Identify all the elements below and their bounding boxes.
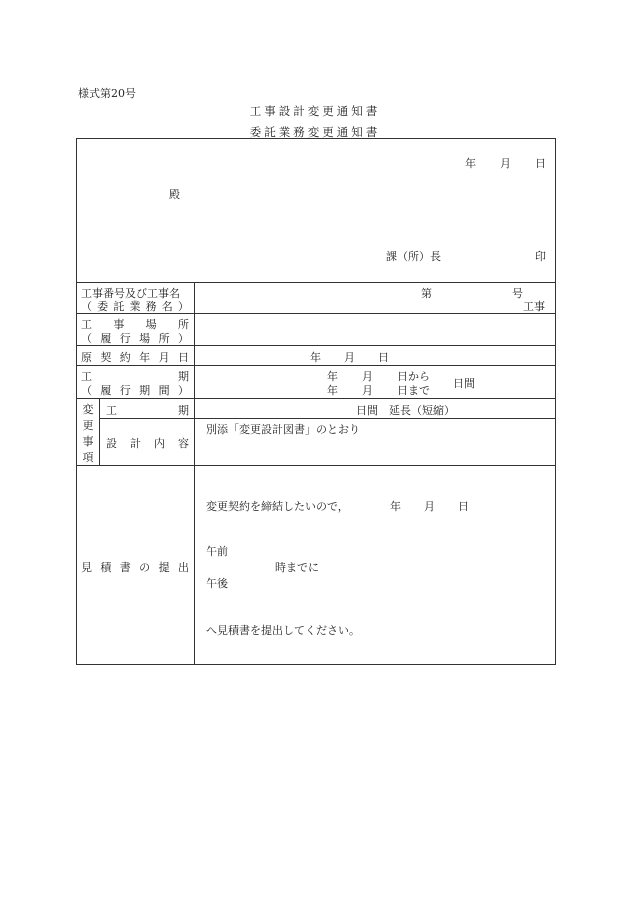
period-to-month: 月 [362, 384, 373, 397]
divider-period [76, 398, 556, 399]
date-month: 月 [500, 157, 511, 170]
contract-date-label: 原 契 約 年 月 日 [81, 351, 189, 364]
divider-change-period [99, 418, 556, 419]
estimate-month: 月 [424, 500, 435, 513]
period-from-day: 日から [397, 370, 430, 383]
column-divider-changes [99, 398, 100, 465]
divider-header [76, 282, 556, 283]
estimate-am: 午前 [206, 545, 228, 558]
project-number-prefix: 第 [421, 287, 432, 300]
estimate-time: 時までに [275, 561, 319, 574]
estimate-label: 見 積 書 の 提 出 [81, 561, 189, 574]
design-content-value: 別添「変更設計図書」のとおり [206, 423, 360, 436]
location-label: 工 事 場 所 [81, 318, 189, 331]
form-number: 様式第20号 [78, 87, 136, 100]
divider-changes [76, 465, 556, 466]
title-consignment-change: 委託業務変更通知書 [249, 125, 381, 139]
design-content-label: 設 計 内 容 [106, 437, 189, 450]
date-year: 年 [465, 157, 476, 170]
addressee-suffix: 殿 [169, 188, 180, 201]
project-number-suffix: 号 [512, 287, 523, 300]
issuer-title: 課（所）長 [386, 250, 441, 263]
change-period-label: 工 期 [106, 404, 189, 417]
date-day: 日 [535, 157, 546, 170]
changes-label: 変更事項 [82, 403, 94, 464]
period-to-day: 日まで [397, 384, 430, 397]
contract-year: 年 [310, 351, 321, 364]
title-construction-change: 工事設計変更通知書 [249, 104, 381, 118]
change-period-value: 日間 延長（短縮） [356, 404, 455, 417]
estimate-pm: 午後 [206, 577, 228, 590]
project-label: 工事番号及び工事名 [81, 287, 180, 300]
seal-mark: 印 [535, 250, 546, 263]
estimate-closing-text: へ見積書を提出してください。 [206, 624, 360, 637]
estimate-day: 日 [458, 500, 469, 513]
estimate-request-text: 変更契約を締結したいので， [206, 500, 349, 513]
contract-day: 日 [378, 351, 389, 364]
location-label-alt: （ 履 行 場 所 ） [81, 332, 189, 345]
estimate-year: 年 [390, 500, 401, 513]
period-label-alt: （ 履 行 期 間 ） [81, 384, 189, 397]
period-label: 工 期 [81, 370, 189, 383]
column-divider-main [194, 282, 195, 665]
period-to-year: 年 [327, 384, 338, 397]
project-label-alt: （ 委 託 業 務 名 ） [81, 300, 189, 313]
period-from-year: 年 [327, 370, 338, 383]
divider-contract-date [76, 365, 556, 366]
contract-month: 月 [344, 351, 355, 364]
period-from-month: 月 [362, 370, 373, 383]
period-days: 日間 [453, 377, 475, 390]
project-suffix: 工事 [523, 300, 545, 313]
